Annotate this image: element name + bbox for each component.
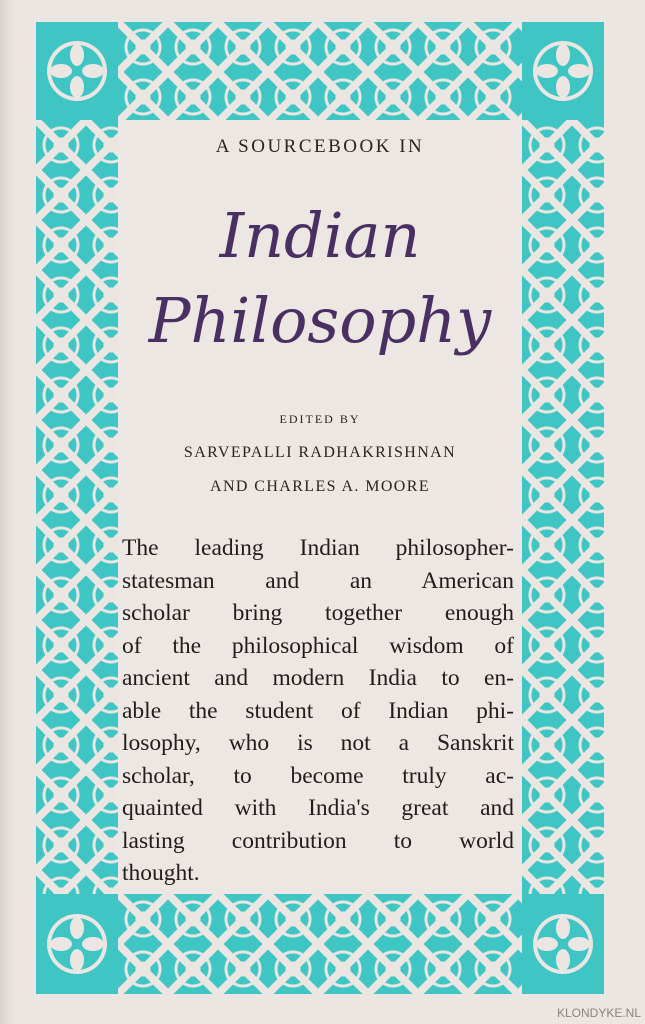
border-bottom (118, 894, 522, 994)
corner-bottom-left (36, 894, 118, 994)
blurb-line: statesman and an American (122, 567, 514, 594)
blurb-line: ancient and modern India to en- (122, 665, 514, 691)
border-top (118, 22, 522, 120)
title-line-2: Philosophy (148, 284, 492, 357)
blurb-line: lasting contribution to world (122, 827, 514, 854)
blurb-line: able the student of Indian phi- (122, 697, 514, 724)
editor-name-1: SARVEPALLI RADHAKRISHNAN (183, 444, 457, 461)
series-label: A SOURCEBOOK IN (215, 136, 425, 157)
edited-by-label: EDITED BY (279, 412, 361, 426)
border-left (36, 120, 118, 894)
corner-top-left (36, 22, 118, 120)
cover-blurb (122, 532, 514, 890)
blurb-line: scholar bring together enough (122, 600, 514, 626)
blurb-line: quainted with India's great and (122, 795, 514, 821)
blurb-line: thought. (122, 860, 200, 886)
corner-top-right (522, 22, 604, 120)
spine-shadow (0, 0, 14, 1024)
editor-name-2: AND CHARLES A. MOORE (209, 478, 430, 495)
flower-medallion-icon (531, 39, 595, 103)
blurb-line: losophy, who is not a Sanskrit (122, 730, 514, 756)
blurb-line: The leading Indian philosopher- (122, 535, 514, 561)
flower-medallion-icon (531, 912, 595, 976)
flower-medallion-icon (45, 912, 109, 976)
title-line-1: Indian (219, 199, 421, 272)
watermark: KLONDYKE.NL (556, 1006, 641, 1020)
border-right (522, 120, 604, 894)
flower-medallion-icon (45, 39, 109, 103)
blurb-line: of the philosophical wisdom of (122, 632, 514, 659)
blurb-line: scholar, to become truly ac- (122, 762, 514, 789)
title-panel (118, 120, 522, 894)
corner-bottom-right (522, 894, 604, 994)
